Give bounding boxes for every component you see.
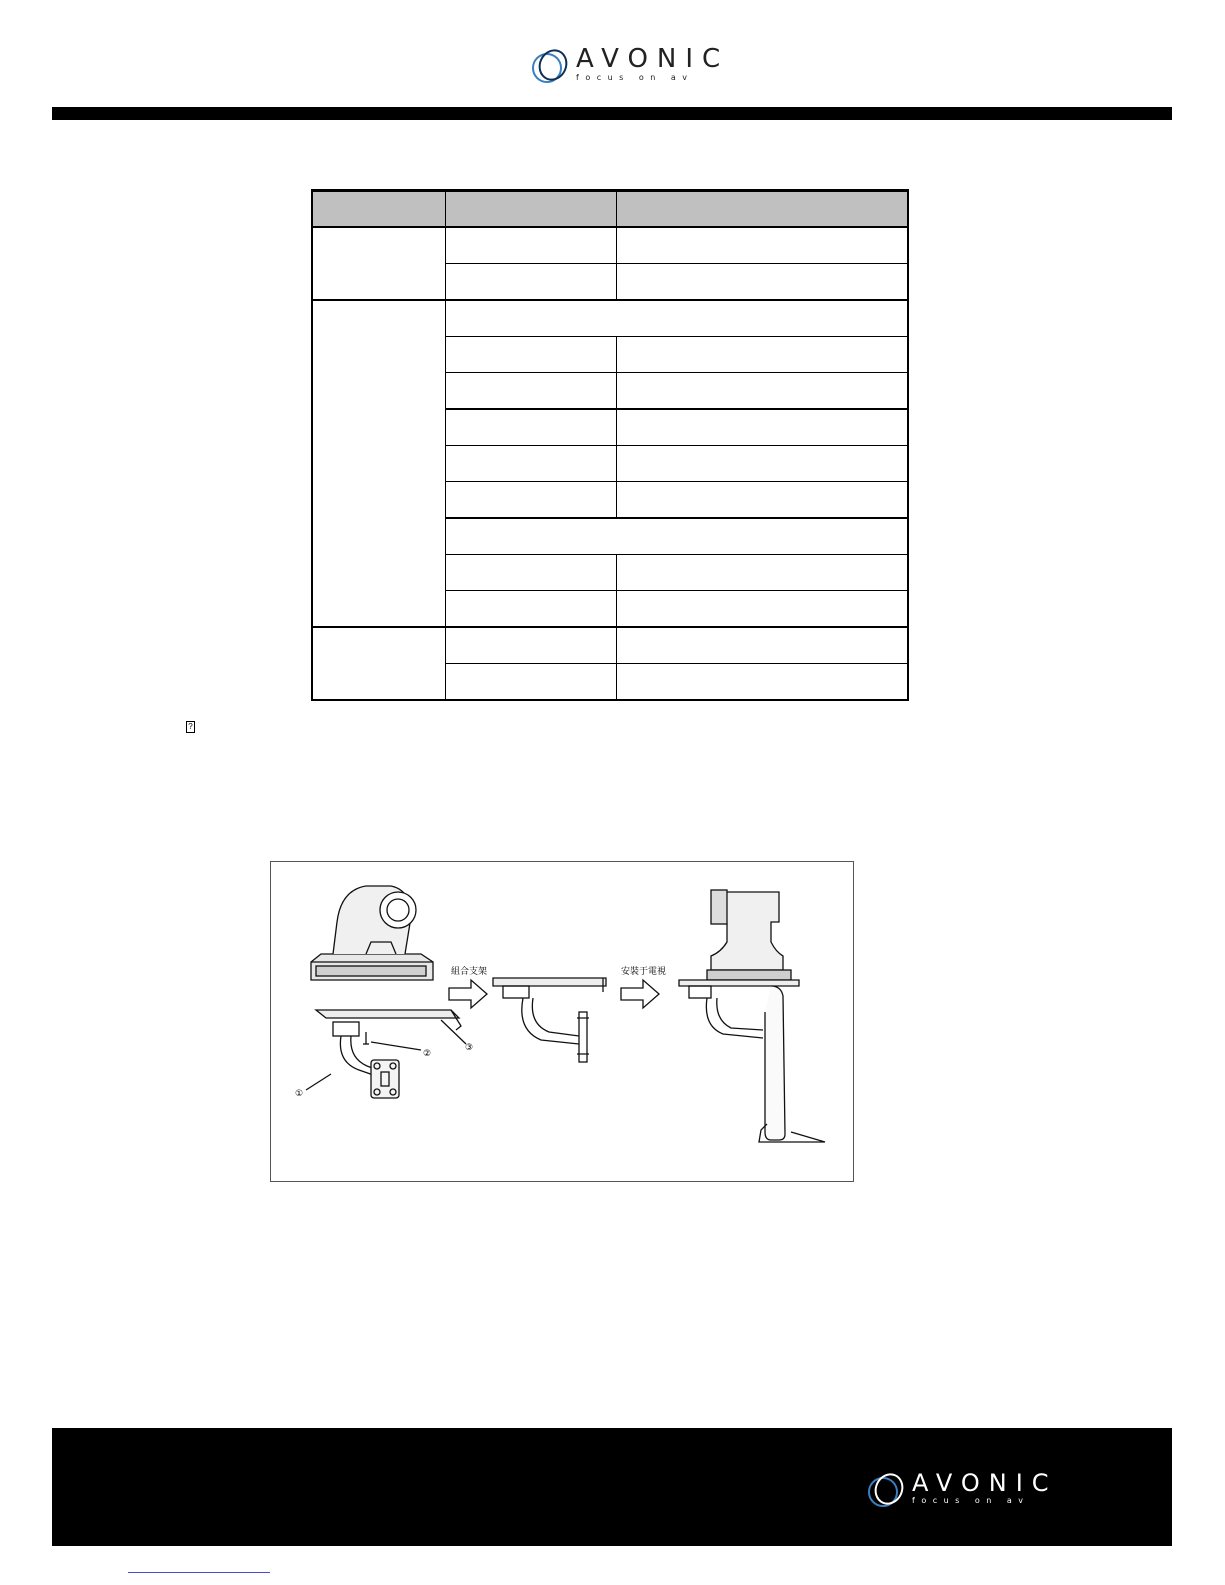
table-cell bbox=[446, 664, 617, 701]
table-cell bbox=[446, 627, 617, 664]
arrow1-label: 組合支架 bbox=[451, 967, 488, 977]
table-row bbox=[312, 627, 908, 664]
arrow-right-icon bbox=[621, 980, 659, 1008]
table-cell bbox=[617, 555, 909, 591]
table-cell bbox=[446, 337, 617, 373]
table-cell bbox=[446, 409, 617, 446]
table-header-cell bbox=[446, 191, 617, 228]
mounting-diagram bbox=[271, 862, 853, 1181]
arrow2-label: 安裝于電視 bbox=[621, 967, 667, 977]
table-row bbox=[312, 227, 908, 264]
logo-name: AVONIC bbox=[912, 1469, 1058, 1497]
table-cell bbox=[617, 373, 909, 410]
camera-illustration bbox=[311, 886, 433, 980]
footer-logo bbox=[866, 1471, 1058, 1505]
logo-tagline: focus on av bbox=[912, 1496, 1030, 1505]
table-cell bbox=[617, 264, 909, 301]
table-cell bbox=[617, 337, 909, 373]
header-logo bbox=[530, 46, 729, 82]
callout-3: ③ bbox=[465, 1043, 474, 1053]
table-cell bbox=[617, 446, 909, 482]
table-cell bbox=[446, 591, 617, 628]
logo-tagline: focus on av bbox=[576, 73, 694, 82]
table-cell bbox=[617, 591, 909, 628]
table-cell bbox=[446, 373, 617, 410]
callout-2: ② bbox=[423, 1049, 432, 1059]
table-header-cell bbox=[617, 191, 909, 228]
header-bar bbox=[52, 107, 1172, 120]
table-cell bbox=[446, 446, 617, 482]
spec-table bbox=[311, 189, 909, 701]
arrow-right-icon bbox=[449, 980, 487, 1008]
logo-rings-icon bbox=[866, 1471, 904, 1505]
table-group-cell bbox=[312, 627, 446, 700]
table-header-row bbox=[312, 191, 908, 228]
camera-on-tv-illustration bbox=[679, 890, 825, 1142]
missing-glyph-icon: ? bbox=[186, 721, 195, 733]
table-cell bbox=[446, 482, 617, 519]
logo-name: AVONIC bbox=[576, 44, 730, 74]
bracket-parts-illustration bbox=[306, 1010, 466, 1098]
logo-rings-icon bbox=[530, 47, 568, 81]
table-cell bbox=[446, 555, 617, 591]
table-cell bbox=[617, 627, 909, 664]
table-group-cell bbox=[312, 300, 446, 627]
table-span-cell bbox=[446, 300, 909, 337]
table-cell bbox=[446, 227, 617, 264]
table-cell bbox=[617, 227, 909, 264]
footer-link[interactable] bbox=[128, 1572, 270, 1573]
table-cell bbox=[617, 664, 909, 701]
table-span-cell bbox=[446, 518, 909, 555]
table-cell bbox=[617, 482, 909, 519]
table-row bbox=[312, 300, 908, 337]
table-group-cell bbox=[312, 227, 446, 300]
table-cell bbox=[446, 264, 617, 301]
assembled-bracket-illustration bbox=[493, 978, 606, 1062]
table-header-cell bbox=[312, 191, 446, 228]
table-cell bbox=[617, 409, 909, 446]
mounting-figure bbox=[270, 861, 854, 1182]
callout-1: ① bbox=[295, 1089, 304, 1099]
